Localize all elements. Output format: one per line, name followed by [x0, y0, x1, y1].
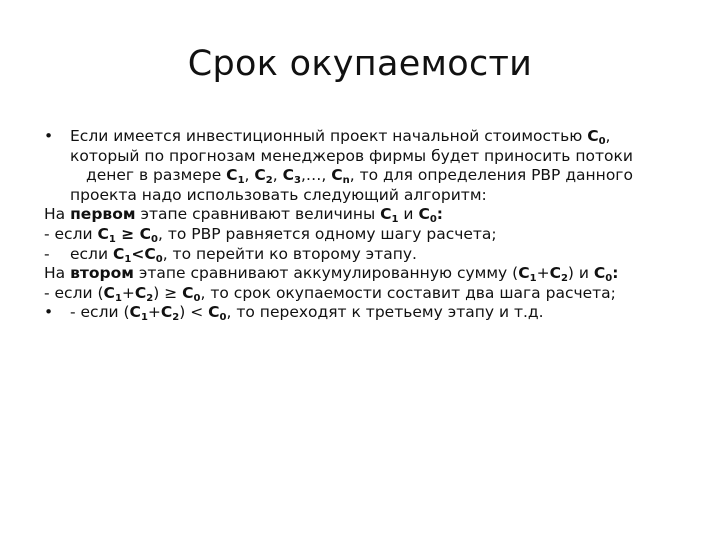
dash-marker: - — [44, 244, 50, 263]
intro-line-1: Если имеется инвестиционный проект начальной стоимостью $C_0$, — [70, 127, 611, 147]
condition-line-2: - если $C_1<C_0$, то перейти ко второму этапу. — [44, 244, 417, 265]
intro-line-2: который по прогнозам менеджеров фирмы будет приносить потоки — [70, 146, 633, 165]
intro-paragraph — [44, 127, 684, 205]
bullet-icon: • — [44, 127, 54, 145]
first-stage-line: На первом этапе сравнивают величины $C_1$ и $C_0$: — [44, 205, 443, 226]
condition-line-1: - если $C_1 \ge C_0$, то PBP равняется одному шагу расчета; — [44, 224, 497, 245]
slide-body — [44, 127, 684, 323]
intro-line-3: денег в размере $C_1$, $C_2$, $C_3,\dots$, $C_n$, то для определения PBP данного — [86, 166, 633, 187]
bullet-icon: • — [44, 303, 54, 322]
condition-line-4: • - если $(C_1+C_2) < C_0$, то переходят к третьему этапу и т.д. — [44, 303, 544, 324]
second-stage-line: На втором этапе сравнивают аккумулированную сумму $(C_1+C_2)$ и $C_0$: — [44, 264, 619, 285]
slide-title: Срок окупаемости — [187, 44, 533, 84]
condition-line-3: - если $(C_1+C_2) \ge C_0$, то срок окупаемости составит два шага расчета; — [44, 283, 616, 304]
intro-line-4: проекта надо использовать следующий алгоритм: — [70, 185, 487, 204]
